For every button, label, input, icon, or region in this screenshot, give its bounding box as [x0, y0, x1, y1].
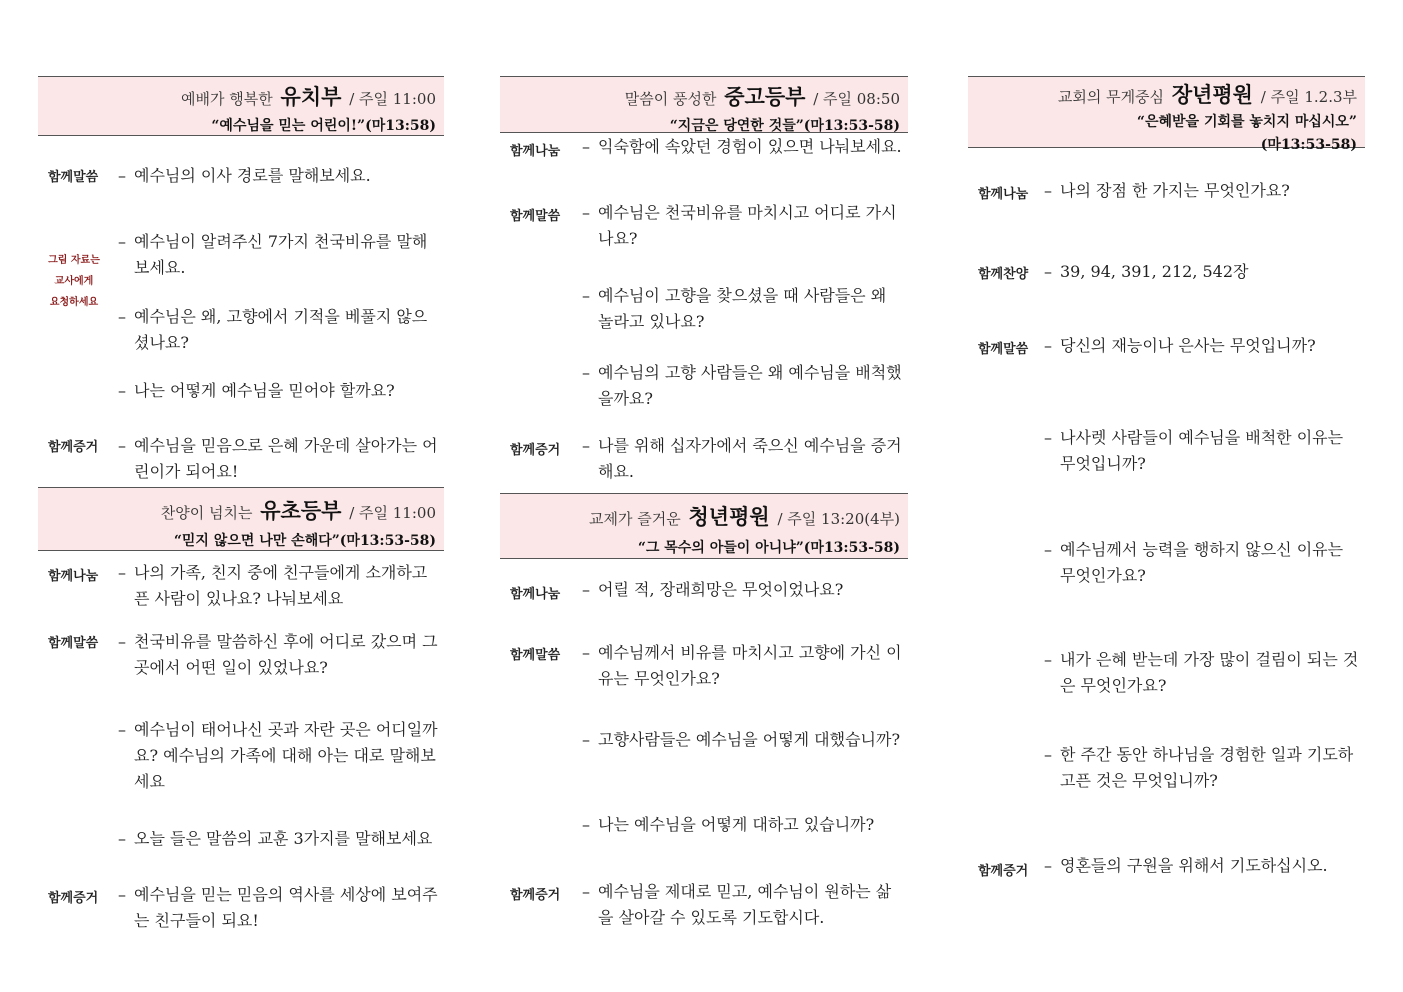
section-header	[38, 76, 444, 136]
department-name: 유초등부	[260, 498, 342, 523]
title-prefix: 말씀이 풍성한	[624, 90, 717, 108]
row-label: 함께말씀	[510, 648, 561, 663]
question-item: – 나사렛 사람들이 예수님을 배척한 이유는 무엇입니까?	[1044, 428, 1344, 473]
row-label: 함께증거	[510, 443, 561, 458]
question-item: – 예수님을 믿음으로 은혜 가운데 살아가는 어린이가 되어요!	[118, 436, 438, 481]
verse-title: “믿지 않으면 나만 손해다”(마13:53-58)	[173, 533, 436, 549]
question-item: – 익숙함에 속았던 경험이 있으면 나눠보세요.	[582, 137, 902, 156]
row-label: 함께나눔	[978, 187, 1029, 202]
question-item: – 예수님은 천국비유를 마치시고 어디로 가시나요?	[582, 203, 897, 248]
section-title	[500, 81, 900, 111]
section-header	[968, 76, 1365, 153]
service-time: / 주일 11:00	[349, 90, 436, 108]
question-item: – 예수님이 태어나신 곳과 자란 곳은 어디일까요? 예수님의 가족에 대해 아는 대로 말해보세요	[118, 720, 438, 791]
row-label: 함께증거	[978, 864, 1029, 879]
row-label: 함께증거	[48, 891, 99, 906]
verse-title: “그 목수의 아들이 아니냐”(마13:53-58)	[637, 540, 900, 556]
question-item: – 한 주간 동안 하나님을 경험한 일과 기도하고픈 것은 무엇입니까?	[1044, 745, 1354, 790]
row-label: 함께나눔	[510, 587, 561, 602]
question-item: – 당신의 재능이나 은사는 무엇입니까?	[1044, 336, 1316, 355]
section-header	[500, 76, 908, 133]
question-item: – 예수님을 제대로 믿고, 예수님이 원하는 삶을 살아갈 수 있도록 기도합시다.	[582, 882, 892, 927]
question-item: – 내가 은혜 받는데 가장 많이 걸림이 되는 것은 무엇인가요?	[1044, 650, 1359, 695]
department-name: 중고등부	[724, 84, 806, 109]
title-prefix: 찬양이 넘치는	[160, 504, 253, 522]
section-header	[38, 487, 444, 551]
service-time: / 주일 11:00	[349, 504, 436, 522]
row-label: 함께말씀	[48, 636, 99, 651]
question-item: – 나는 어떻게 예수님을 믿어야 할까요?	[118, 381, 395, 400]
question-item: – 천국비유를 말씀하신 후에 어디로 갔으며 그곳에서 어떤 일이 있었나요?	[118, 632, 438, 677]
service-time: / 주일 08:50	[813, 90, 900, 108]
title-prefix: 교제가 즐거운	[589, 510, 681, 528]
title-prefix: 교회의 무게중심	[1057, 88, 1165, 106]
service-time: / 주일 13:20(4부)	[777, 510, 900, 528]
row-label: 함께말씀	[48, 170, 99, 185]
row-label: 함께나눔	[510, 144, 561, 159]
row-label: 함께말씀	[978, 342, 1029, 357]
question-item: – 예수님은 왜, 고향에서 기적을 베풀지 않으셨나요?	[118, 307, 428, 352]
row-label: 함께말씀	[510, 209, 561, 224]
teacher-note: 그림 자료는 교사에게 요청하세요	[48, 255, 100, 308]
question-item: – 나를 위해 십자가에서 죽으신 예수님을 증거해요.	[582, 436, 902, 481]
question-item: – 나의 가족, 친지 중에 친구들에게 소개하고픈 사람이 있나요? 나눠보세요	[118, 563, 428, 608]
row-label: 함께찬양	[978, 267, 1029, 282]
verse-title: “예수님을 믿는 어린이!”(마13:58)	[211, 118, 436, 134]
question-item: – 예수님이 알려주신 7가지 천국비유를 말해보세요.	[118, 232, 428, 277]
question-item: – 예수님이 고향을 찾으셨을 때 사람들은 왜 놀라고 있나요?	[582, 286, 887, 331]
row-label: 함께나눔	[48, 569, 99, 584]
question-item: – 어릴 적, 장래희망은 무엇이었나요?	[582, 580, 844, 599]
question-item: – 예수님을 믿는 믿음의 역사를 세상에 보여주는 친구들이 되요!	[118, 885, 438, 930]
question-item: – 39, 94, 391, 212, 542장	[1044, 262, 1249, 281]
department-name: 청년평원	[688, 504, 770, 529]
question-item: – 예수님께서 능력을 행하지 않으신 이유는 무엇인가요?	[1044, 540, 1344, 585]
question-item: – 예수님께서 비유를 마치시고 고향에 가신 이유는 무엇인가요?	[582, 643, 902, 688]
department-name: 장년평원	[1171, 82, 1253, 107]
section-title	[968, 79, 1357, 109]
department-name: 유치부	[280, 84, 342, 109]
verse-title: “은혜받을 기회를 놓치지 마십시오”	[1136, 114, 1357, 130]
section-header	[500, 493, 908, 559]
question-item: – 나의 장점 한 가지는 무엇인가요?	[1044, 181, 1290, 200]
verse-reference: (마13:53-58)	[1260, 137, 1357, 153]
question-item: – 영혼들의 구원을 위해서 기도하십시오.	[1044, 856, 1328, 875]
question-item: – 예수님의 고향 사람들은 왜 예수님을 배척했을까요?	[582, 363, 902, 408]
section-title	[38, 81, 436, 111]
question-item: – 오늘 들은 말씀의 교훈 3가지를 말해보세요	[118, 829, 433, 848]
section-title	[500, 501, 900, 531]
row-label: 함께증거	[48, 440, 99, 455]
question-item: – 나는 예수님을 어떻게 대하고 있습니까?	[582, 815, 875, 834]
question-item: – 예수님의 이사 경로를 말해보세요.	[118, 166, 371, 185]
verse-title: “지금은 당연한 것들”(마13:53-58)	[669, 118, 900, 134]
service-time: / 주일 1.2.3부	[1260, 88, 1357, 106]
row-label: 함께증거	[510, 888, 561, 903]
question-item: – 고향사람들은 예수님을 어떻게 대했습니까?	[582, 730, 901, 749]
section-title	[38, 495, 436, 525]
title-prefix: 예배가 행복한	[181, 90, 273, 108]
